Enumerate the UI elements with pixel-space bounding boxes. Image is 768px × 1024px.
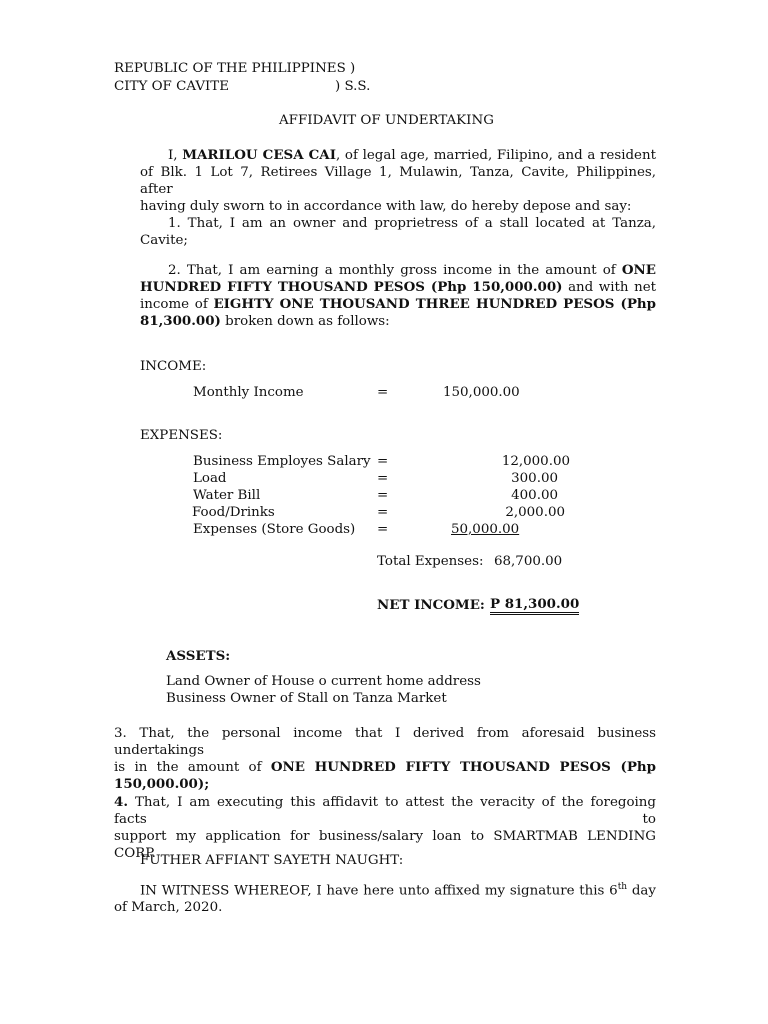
expense-amount: 400.00 (511, 488, 558, 503)
expense-label: Business Employes Salary (193, 454, 371, 469)
expense-label: Food/Drinks (192, 505, 275, 520)
paragraph-4: 4. That, I am executing this affidavit to attest the veracity of the foregoing facts to support my application for business/salary loan to SMARTMAB LENDING CORP. (114, 794, 656, 861)
paragraph-3: 3. That, the personal income that I derived from aforesaid business undertakings is in the amount of ONE HUNDRED FIFTY THOUSAND PESOS (Php 150,000.00); (114, 726, 656, 792)
header-ss: ) S.S. (335, 79, 371, 94)
expense-eq: = (377, 505, 389, 520)
expense-eq: = (377, 522, 389, 537)
expense-amount: 12,000.00 (501, 454, 570, 469)
expense-amount-underlined: 50,000.00 (451, 522, 520, 537)
witness-paragraph: IN WITNESS WHEREOF, I have here unto affixed my signature this 6th day of March, 2020. (114, 882, 656, 916)
expense-eq: = (377, 471, 389, 486)
assets-heading: ASSETS: (166, 648, 231, 664)
expense-eq: = (377, 454, 389, 469)
paragraph-2: 2. That, I am earning a monthly gross income in the amount of ONE HUNDRED FIFTY THOUSAND PESOS (Php 150,000.00) and with net income of EIGHTY ONE THOUSAND THREE HUNDRED PESOS (Php 81,300.00) broken down as follows: (140, 262, 657, 329)
expense-eq: = (377, 488, 389, 503)
total-expenses-label: Total Expenses: (377, 554, 484, 569)
paragraph-1: 1. That, I am an owner and proprietress of a stall located at Tanza, Cavite; (140, 216, 656, 248)
net-income-label: NET INCOME: (377, 597, 485, 613)
document-title: AFFIDAVIT OF UNDERTAKING (279, 113, 494, 128)
expenses-heading: EXPENSES: (140, 428, 223, 443)
income-heading: INCOME: (140, 359, 207, 374)
header-line-1: REPUBLIC OF THE PHILIPPINES ) (114, 61, 356, 76)
asset-item: Land Owner of House o current home address (166, 674, 481, 689)
asset-item: Business Owner of Stall on Tanza Market (166, 691, 447, 706)
intro-paragraph: I, MARILOU CESA CAI, of legal age, married, Filipino, and a resident of Blk. 1 Lot 7, Retirees Village 1, Mulawin, Tanza, Cavite, Philippines, after having duly sworn to in accordance with law, do hereby depose and say: (140, 147, 656, 214)
expense-label: Water Bill (193, 488, 261, 503)
affiant-name: MARILOU CESA CAI (182, 147, 336, 163)
expense-label: Load (193, 471, 227, 486)
income-amount: 150,000.00 (443, 385, 520, 400)
net-income-amount: P 81,300.00 (490, 597, 579, 615)
expense-amount: 2,000.00 (505, 505, 565, 520)
header-city: CITY OF CAVITE (114, 79, 230, 94)
expense-amount: 300.00 (511, 471, 558, 486)
income-eq: = (377, 385, 389, 400)
income-label: Monthly Income (193, 385, 304, 400)
further-affiant: FUTHER AFFIANT SAYETH NAUGHT: (140, 853, 404, 868)
expense-label: Expenses (Store Goods) (193, 522, 356, 537)
total-expenses-amount: 68,700.00 (494, 554, 563, 569)
